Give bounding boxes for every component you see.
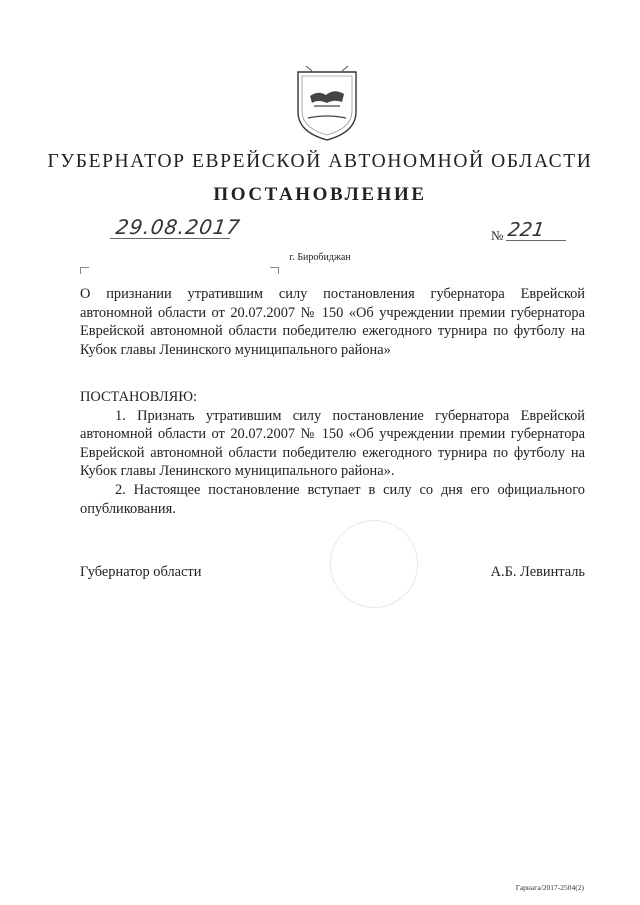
city-label: г. Биробиджан — [289, 252, 351, 263]
date-underline — [110, 238, 230, 239]
decree-item-1: 1. Признать утратившим силу постановление губернатора Еврейской автономной области от 20.07.2007 № 150 «Об учреждении премии губернатора Еврейской автономной области победителю ежегодного турнира по футболу на Кубок главы Ленинского муниципального района». — [80, 407, 585, 480]
handwritten-date: 29.08.2017 — [114, 215, 243, 239]
corner-mark-left — [80, 267, 89, 274]
decree-item-2: 2. Настоящее постановление вступает в силу со дня его официального опубликования. — [80, 481, 585, 517]
signatory-name: А.Б. Левинталь — [490, 564, 585, 580]
faint-stamp — [330, 520, 418, 608]
number-prefix: № — [491, 228, 504, 243]
governor-title: ГУБЕРНАТОР ЕВРЕЙСКОЙ АВТОНОМНОЙ ОБЛАСТИ — [47, 151, 593, 172]
signatory-position: Губернатор области — [80, 564, 202, 580]
footer-code: Гарнага/2017-2504(2) — [515, 883, 584, 892]
handwritten-number: 221 — [506, 219, 546, 241]
corner-mark-right — [270, 267, 279, 274]
coat-of-arms-emblem — [296, 62, 358, 142]
decree-heading: ПОСТАНОВЛЯЮ: — [80, 389, 198, 405]
number-underline — [506, 240, 566, 241]
document-subject: О признании утратившим силу постановления губернатора Еврейской автономной области от 20.07.2007 № 150 «Об учреждении премии губернатора Еврейской автономной области победителю ежегодного турнира по футболу на Кубок главы Ленинского муниципального района» — [80, 286, 585, 358]
document-type: ПОСТАНОВЛЕНИЕ — [213, 184, 427, 205]
decree-section — [80, 388, 585, 518]
